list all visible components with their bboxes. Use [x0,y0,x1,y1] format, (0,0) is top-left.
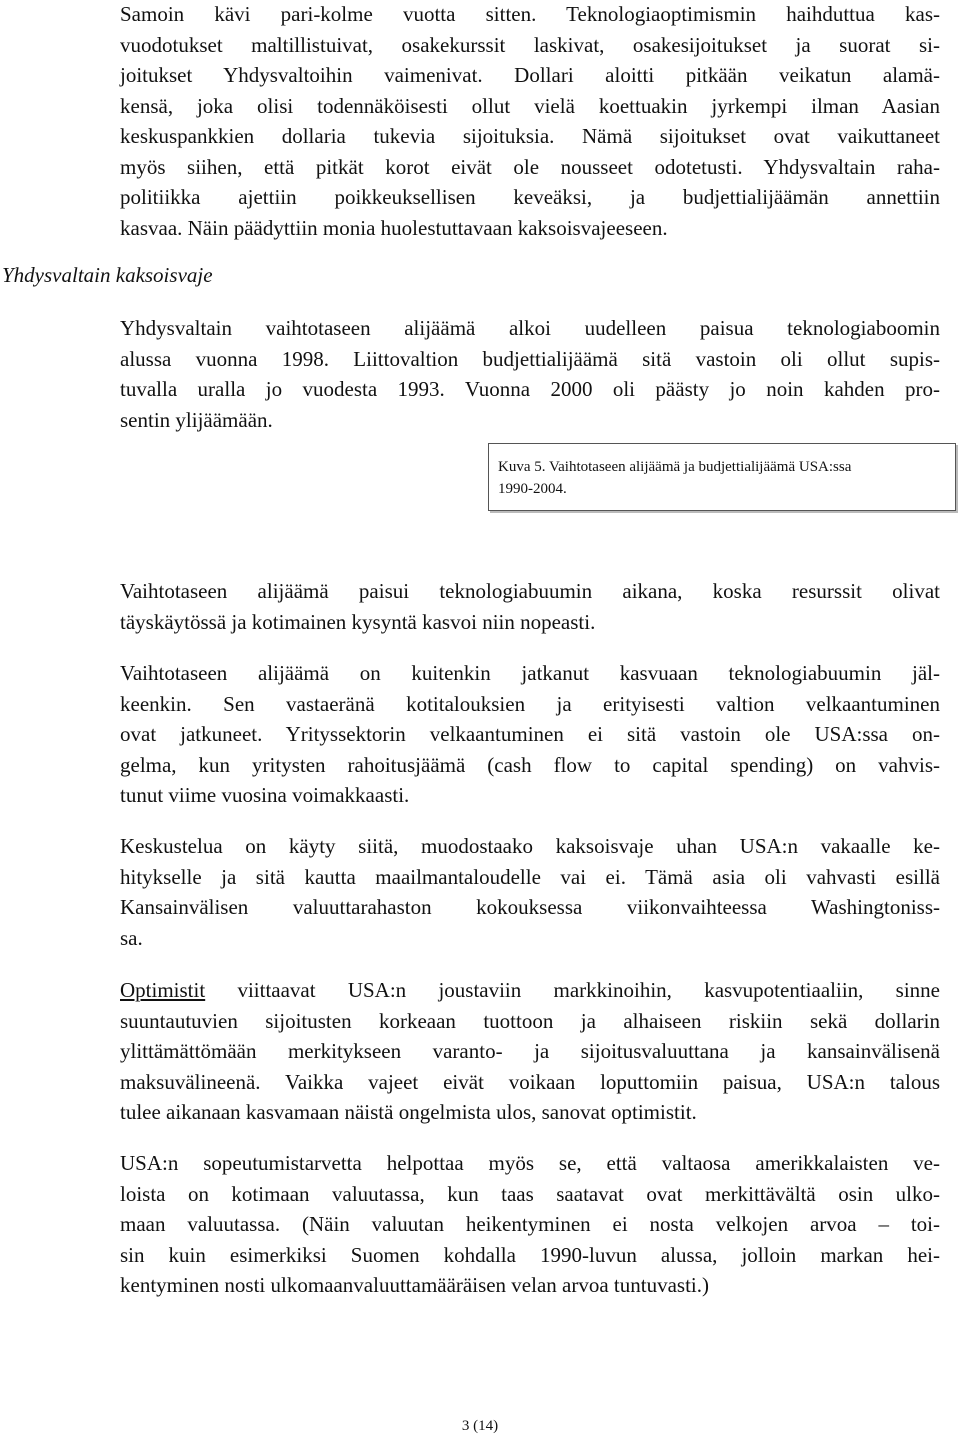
text-line: sentin ylijäämään. [120,407,273,432]
text-line: kasvaa. Näin päädyttiin monia huolestuttavaan kaksoisvajeeseen. [120,215,668,240]
text-line: tunut viime vuosina voimakkaasti. [120,783,410,807]
paragraph-intro [120,0,940,243]
text-line: loista on kotimaan valuutassa, kun taas saatavat ovat merkittävältä osin ulko- [120,1181,940,1206]
text-line: sa. [120,925,143,950]
text-line: Vaihtotaseen alijäämä on kuitenkin jatkanut kasvuaan teknologiabuumin jäl- [120,661,940,685]
text-line: Vaihtotaseen alijäämä paisui teknologiabuumin aikana, koska resurssit olivat [120,579,940,603]
text-line: kentyminen nosti ulkomaanvaluuttamääräisen velan arvoa tuntuvasti.) [120,1273,709,1297]
figure-caption-box [488,443,956,511]
text-line: tuvalla uralla jo vuodesta 1993. Vuonna 2000 oli päästy jo noin kahden pro- [120,377,940,401]
figure-caption-line: 1990-2004. [498,481,567,497]
text-fragment: viittaavat USA:n joustaviin markkinoihin, kasvupotentiaaliin, sinne [205,978,940,1002]
text-line: Samoin kävi pari-kolme vuotta sitten. Teknologiaoptimismin haihduttua kas- [120,2,940,26]
paragraph-adjustment [120,1148,940,1301]
text-line: gelma, kun yritysten rahoitusjäämä (cash flow to capital spending) on vahvis- [120,752,940,777]
text-line: kensä, joka olisi todennäköisesti ollut vielä koettuakin jyrkempi ilman Aasian [120,93,940,118]
text-line: sin kuin esimerkiksi Suomen kohdalla 1990-luvun alussa, jolloin markan hei- [120,1242,940,1267]
text-line [120,975,940,1006]
figure-caption-line: Kuva 5. Vaihtotaseen alijäämä ja budjettialijäämä USA:ssa [498,459,852,475]
text-line: USA:n sopeutumistarvetta helpottaa myös se, että valtaosa amerikkalaisten ve- [120,1151,940,1175]
page-number: 3 (14) [461,1418,499,1434]
text-line: ylittämättömään merkitykseen varanto- ja sijoitusvaluuttana ja kansainvälisenä [120,1039,940,1063]
section-heading-twin-deficit: Yhdysvaltain kaksoisvaje [2,263,213,287]
text-line: vuodotukset maltillistuivat, osakekurssit laskivat, osakesijoitukset ja suorat si- [120,32,940,57]
optimists-link[interactable]: Optimistit [120,978,206,1002]
text-line: maan valuutassa. (Näin valuutan heikentyminen ei nosta velkojen arvoa – toi- [120,1212,940,1236]
text-line: Yhdysvaltain vaihtotaseen alijäämä alkoi uudelleen paisua teknologiaboomin [120,316,940,340]
paragraph-discussion [120,831,940,953]
text-line: maksuvälineenä. Vaikka vajeet eivät voikaan loputtomiin paisua, USA:n talous [120,1069,940,1094]
paragraph-deficit-growth [120,658,940,811]
paragraph-current-account [120,313,940,435]
text-line: keskuspankkien dollaria tukevia sijoituksia. Nämä sijoitukset ovat vaikuttaneet [120,124,940,148]
text-line: tulee aikanaan kasvamaan näistä ongelmista ulos, sanovat optimistit. [120,1100,697,1124]
paragraph-optimists [120,975,940,1128]
paragraph-tech-boom [120,576,940,637]
text-line: myös siihen, että pitkät korot eivät ole nousseet odotetusti. Yhdysvaltain raha- [120,154,940,179]
text-line: alussa vuonna 1998. Liittovaltion budjettialijäämä sitä vastoin oli ollut supis- [120,346,940,371]
text-line: joitukset Yhdysvaltoihin vaimenivat. Dollari aloitti pitkään veikatun alamä- [120,63,940,87]
text-line: Keskustelua on käyty siitä, muodostaako kaksoisvaje uhan USA:n vakaalle ke- [120,834,940,858]
text-line: täyskäytössä ja kotimainen kysyntä kasvoi niin nopeasti. [120,609,596,634]
text-line: keenkin. Sen vastaeränä kotitalouksien ja erityisesti valtion velkaantuminen [120,691,940,716]
text-line: politiikka ajettiin poikkeuksellisen keveäksi, ja budjettialijäämän annettiin [120,185,940,209]
text-line: hitykselle ja sitä kautta maailmantaloudelle vai ei. Tämä asia oli vahvasti esillä [120,864,940,889]
text-line: suuntautuvien sijoitusten korkeaan tuottoon ja alhaiseen riskiin sekä dollarin [120,1008,940,1033]
text-line: ovat jatkuneet. Yrityssektorin velkaantuminen ei sitä vastoin ole USA:ssa on- [120,722,940,746]
text-line: Kansainvälisen valuuttarahaston kokouksessa viikonvaihteessa Washingtoniss- [120,895,940,919]
